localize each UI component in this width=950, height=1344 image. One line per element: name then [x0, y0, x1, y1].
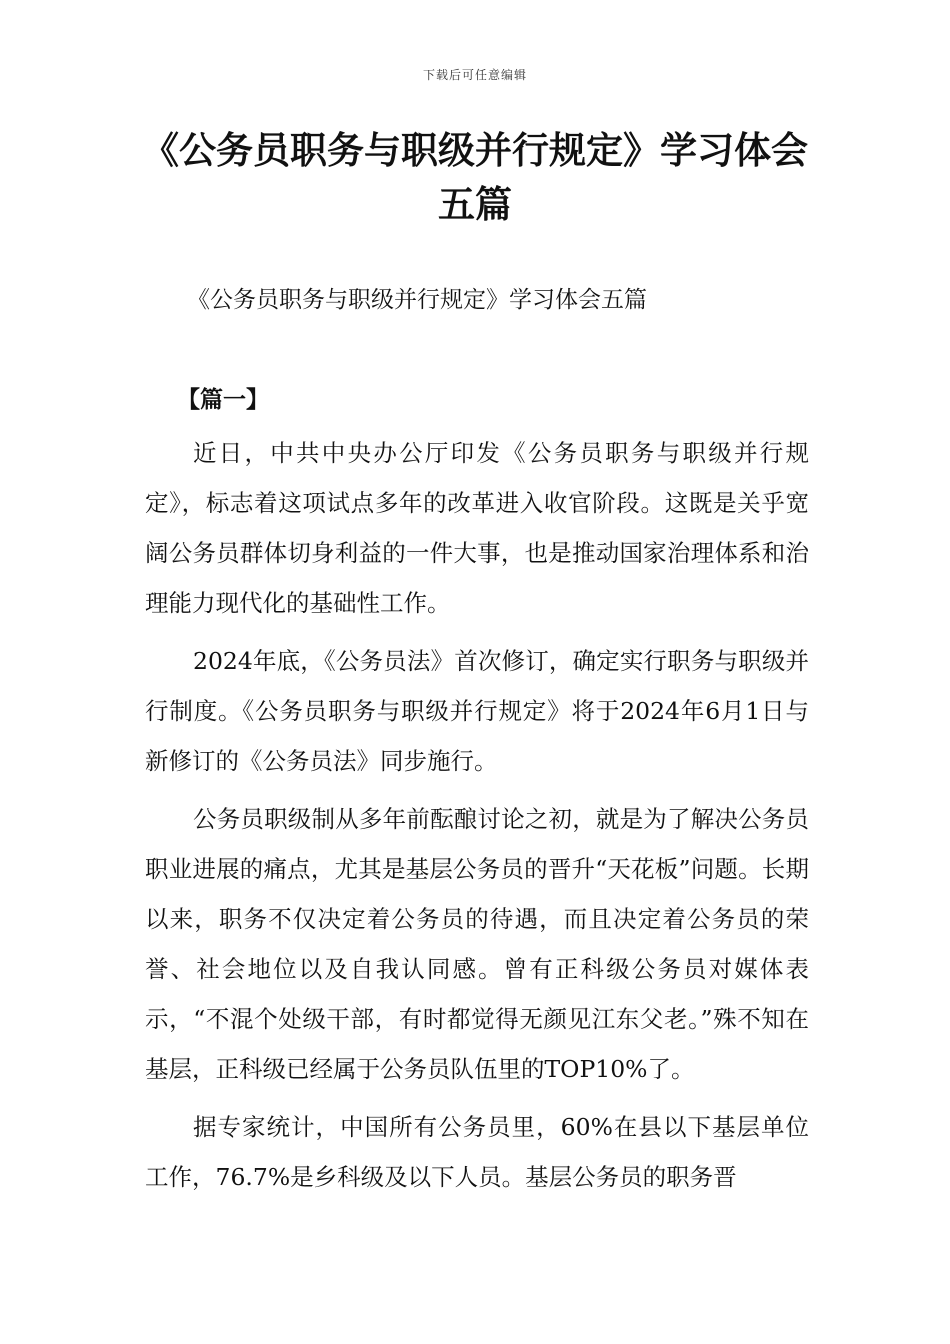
paragraph-1: 近日，中共中央办公厅印发《公务员职务与职级并行规定》，标志着这项试点多年的改革进入收官阶段。这既是关乎宽阔公务员群体切身利益的一件大事，也是推动国家治理体系和治理能力现代化的基础性工作。	[145, 439, 809, 617]
paragraph-3: 公务员职级制从多年前酝酿讨论之初，就是为了解决公务员职业进展的痛点，尤其是基层公务员的晋升“天花板”问题。长期以来，职务不仅决定着公务员的待遇，而且决定着公务员的荣誉、社会地位以及自我认同感。曾有正科级公务员对媒体表示，“不混个处级干部，有时都觉得无颜见江东父老。”殊不知在基层，正科级已经属于公务员队伍里的TOP10%了。	[145, 805, 809, 1083]
section-heading: 【篇一】	[177, 386, 269, 413]
paragraph-2: 2024年底，《公务员法》首次修订，确定实行职务与职级并行制度。《公务员职务与职级并行规定》将于2024年6月1日与新修订的《公务员法》同步施行。	[145, 647, 809, 775]
paragraph-4: 据专家统计，中国所有公务员里，60%在县以下基层单位工作，76.7%是乡科级及以下人员。基层公务员的职务晋	[145, 1113, 809, 1191]
document-title: 《公务员职务与职级并行规定》学习体会五篇	[142, 129, 808, 226]
body-text	[145, 428, 809, 1207]
header-note: 下载后可任意编辑	[422, 68, 527, 82]
document-subtitle: 《公务员职务与职级并行规定》学习体会五篇	[187, 287, 647, 313]
